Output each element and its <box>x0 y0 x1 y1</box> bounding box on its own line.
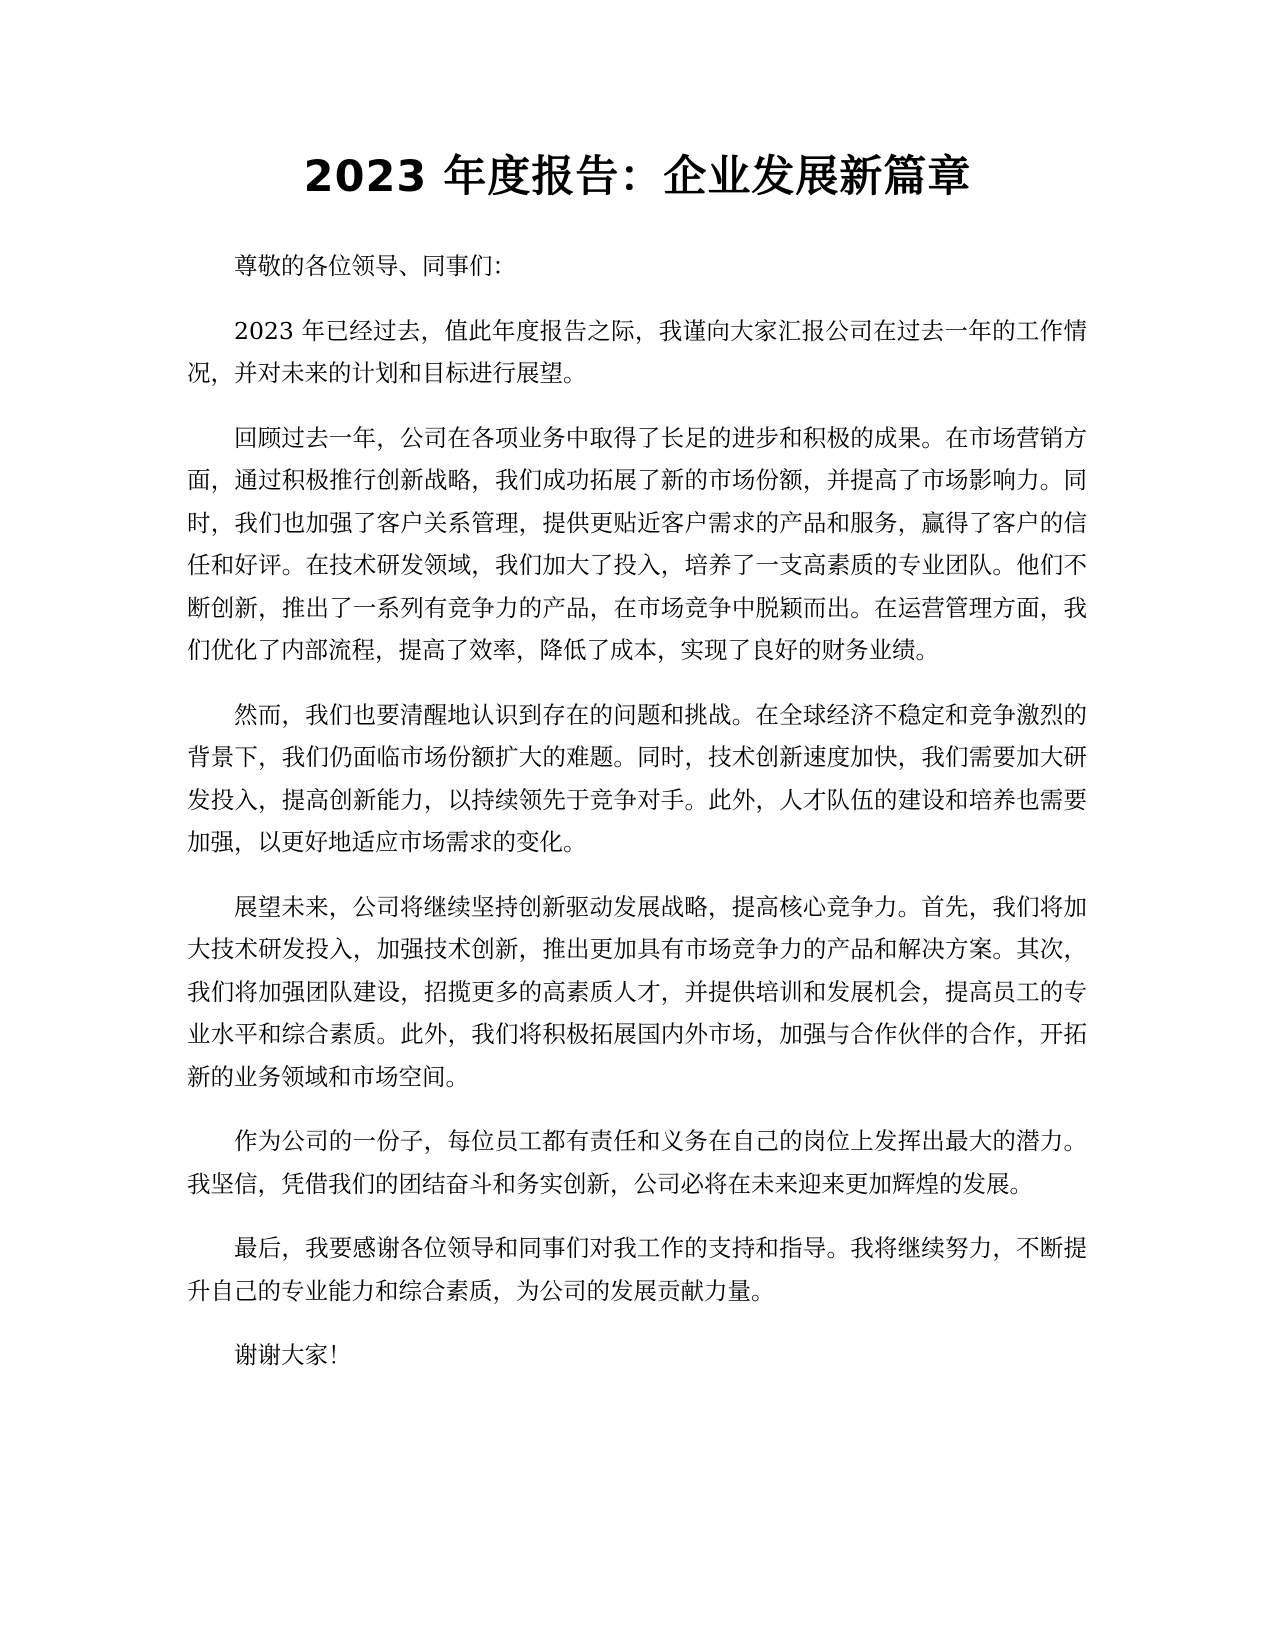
salutation-paragraph: 尊敬的各位领导、同事们： <box>234 252 516 280</box>
challenges-paragraph: 然而，我们也要清醒地认识到存在的问题和挑战。在全球经济不稳定和竞争激烈的背景下，我们仍面临市场份额扩大的难题。同时，技术创新速度加快，我们需要加大研发投入，提高创新能力，以持续领先于竞争对手。此外，人才队伍的建设和培养也需要加强，以更好地适应市场需求的变化。 <box>187 700 1087 856</box>
responsibility-paragraph: 作为公司的一份子，每位员工都有责任和义务在自己的岗位上发挥出最大的潜力。我坚信，凭借我们的团结奋斗和务实创新，公司必将在未来迎来更加辉煌的发展。 <box>187 1127 1087 1198</box>
review-paragraph: 回顾过去一年，公司在各项业务中取得了长足的进步和积极的成果。在市场营销方面，通过积极推行创新战略，我们成功拓展了新的市场份额，并提高了市场影响力。同时，我们也加强了客户关系管理，提供更贴近客户需求的产品和服务，赢得了客户的信任和好评。在技术研发领域，我们加大了投入，培养了一支高素质的专业团队。他们不断创新，推出了一系列有竞争力的产品，在市场竞争中脱颖而出。在运营管理方面，我们优化了内部流程，提高了效率，降低了成本，实现了良好的财务业绩。 <box>187 423 1087 664</box>
document-title: 2023 年度报告：企业发展新篇章 <box>303 152 972 202</box>
intro-paragraph: 2023 年已经过去，值此年度报告之际，我谨向大家汇报公司在过去一年的工作情况，并对未来的计划和目标进行展望。 <box>187 316 1087 387</box>
gratitude-paragraph: 最后，我要感谢各位领导和同事们对我工作的支持和指导。我将继续努力，不断提升自己的专业能力和综合素质，为公司的发展贡献力量。 <box>187 1234 1087 1305</box>
closing-paragraph: 谢谢大家！ <box>234 1341 352 1369</box>
outlook-paragraph: 展望未来，公司将继续坚持创新驱动发展战略，提高核心竞争力。首先，我们将加大技术研发投入，加强技术创新，推出更加具有市场竞争力的产品和解决方案。其次，我们将加强团队建设，招揽更多的高素质人才，并提供培训和发展机会，提高员工的专业水平和综合素质。此外，我们将积极拓展国内外市场，加强与合作伙伴的合作，开拓新的业务领域和市场空间。 <box>187 892 1087 1091</box>
document-body <box>187 245 1087 1399</box>
